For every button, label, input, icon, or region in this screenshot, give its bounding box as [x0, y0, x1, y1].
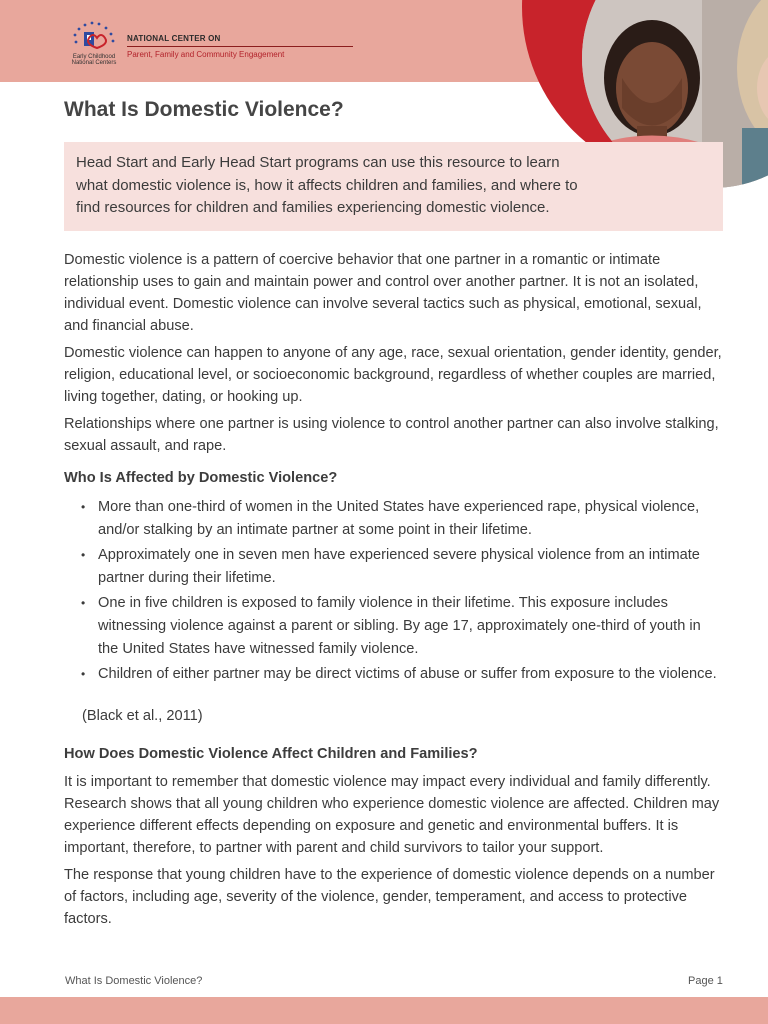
logo-center-name: Parent, Family and Community Engagement	[127, 50, 285, 59]
list-item-text: Children of either partner may be direct victims of abuse or suffer from exposure to the violence.	[98, 665, 717, 682]
bullet-icon: •	[81, 547, 86, 562]
list-item	[80, 663, 725, 686]
org-logo	[66, 20, 296, 66]
footer-band	[0, 997, 768, 1024]
logo-rule	[127, 46, 353, 47]
section-heading-affected	[64, 470, 724, 486]
footer-page-number: Page 1	[688, 975, 723, 987]
footer-doc-title: What Is Domestic Violence?	[65, 975, 203, 987]
paragraph: Domestic violence can happen to anyone of any age, race, sexual orientation, gender identity, gender, religion, educational level, or socioeconomic background, regardless of whether couples are married, living together, dating, or hooking up.	[64, 345, 722, 405]
list-item	[80, 496, 725, 542]
list-item-text: Approximately one in seven men have experienced severe physical violence from an intimate partner during their lifetime.	[98, 546, 700, 587]
paragraph: Relationships where one partner is using violence to control another partner can also involve stalking, sexual assault, and rape.	[64, 416, 719, 454]
bullet-icon: •	[81, 500, 86, 514]
bullet-icon: •	[81, 595, 86, 610]
page-title: What Is Domestic Violence?	[64, 98, 344, 121]
citation: (Black et al., 2011)	[82, 708, 203, 724]
list-item-text: More than one-third of women in the United States have experienced rape, physical violence, and/or stalking by an intimate partner at some point in their lifetime.	[98, 499, 700, 539]
section-affect	[64, 746, 724, 935]
list-item	[80, 592, 725, 662]
logo-center-label: NATIONAL CENTER ON	[127, 34, 221, 43]
paragraph: Domestic violence is a pattern of coercive behavior that one partner in a romantic or intimate relationship uses to gain and maintain power and control over another partner. It is not an isolated, individual event. Domestic violence can involve several tactics such as physical, emotional, sexual, and financial abuse.	[64, 252, 702, 334]
logo-star-icon	[66, 20, 122, 54]
section-heading: Who Is Affected by Domestic Violence?	[64, 470, 338, 486]
list-item-text: One in five children is exposed to family violence in their lifetime. This exposure includes witnessing violence against a parent or sibling. By age 17, approximately one-third of youth in the United States have witnessed family violence.	[98, 594, 701, 658]
paragraph: The response that young children have to the experience of domestic violence depends on a number of factors, including age, severity of the violence, gender, temperament, and access to protective factors.	[64, 867, 715, 927]
paragraph: It is important to remember that domestic violence may impact every individual and family differently. Research shows that all young children who experience domestic violence are affected. Children may experience different effects depending on exposure and genetic and environmental buffers. It is important, therefore, to partner with parent and child survivors to tailor your support.	[64, 774, 720, 856]
list-item	[80, 544, 725, 590]
logo-org-name: Early Childhood National Centers	[71, 54, 117, 66]
logo-mark	[66, 20, 122, 66]
affected-bullet-list	[80, 496, 725, 688]
intro-paragraphs	[64, 249, 724, 462]
bullet-icon: •	[81, 666, 86, 681]
section-heading: How Does Domestic Violence Affect Children and Families?	[64, 746, 478, 762]
intro-callout: Head Start and Early Head Start programs can use this resource to learn what domestic violence is, how it affects children and families, and where to find resources for children and families experiencing domestic violence.	[64, 142, 723, 231]
